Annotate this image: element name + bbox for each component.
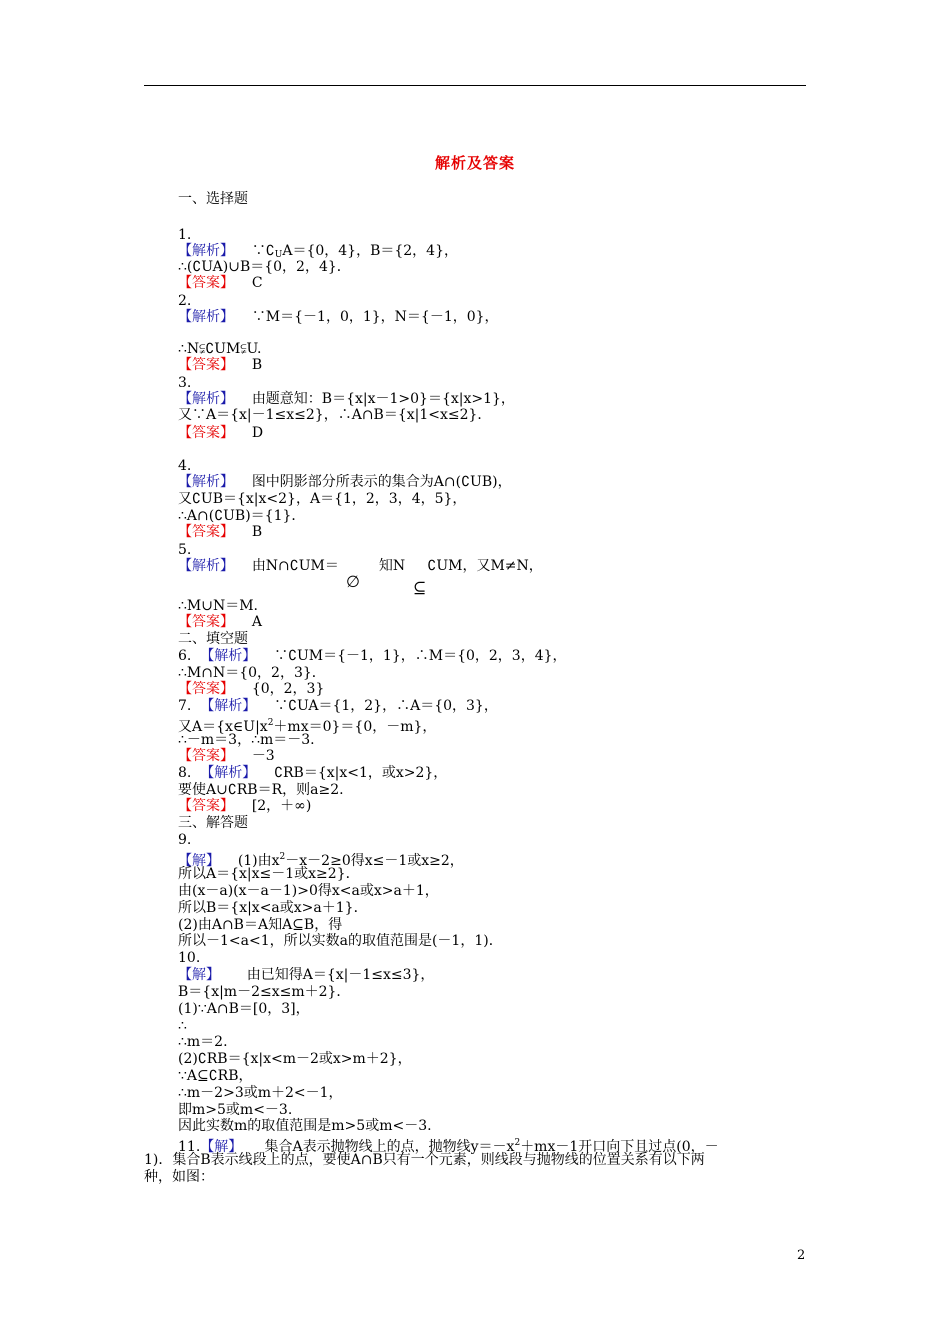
q6-line: ∴M∩N＝{0，2，3}．: [178, 665, 326, 681]
q3-analysis: 【解析】 由题意知：B＝{x|x－1>0}＝{x|x>1}，: [178, 391, 515, 407]
q9-solution: 【解】 (1)由$x^2-x-2\ge 0$得x≤－1或x≥2，: [178, 852, 464, 869]
q5-answer: 【答案】 A: [178, 614, 262, 630]
q7-analysis: 7. 【解析】 ∵∁UA＝{1，2}，∴A＝{0，3}，: [178, 698, 498, 714]
q4-number: 4.: [178, 458, 192, 474]
q5-number: 5.: [178, 542, 192, 558]
q1-number: 1.: [178, 227, 192, 243]
subset-symbol: ⊆: [413, 578, 427, 597]
q10-line-3: ∴: [178, 1018, 187, 1034]
q7-answer: 【答案】 －3: [178, 748, 275, 764]
q1-line: ∴(∁UA)∪B＝{0，2，4}．: [178, 259, 351, 275]
q9-line-1: 所以A＝{x|x≤－1或x≥2}．: [178, 866, 360, 882]
q6-answer: 【答案】 {0，2，3}: [178, 681, 325, 697]
q11-line-2: 种，如图：: [144, 1169, 214, 1185]
q4-analysis: 【解析】 图中阴影部分所表示的集合为A∩(∁UB)，: [178, 474, 512, 490]
q9-number: 9.: [178, 832, 192, 848]
q2-line: ∴N⫋∁UM⫋U.: [178, 341, 262, 357]
section-heading-fill: 二、填空题: [178, 631, 248, 647]
q2-analysis: 【解析】 ∵M＝{－1，0，1}，N＝{－1，0}，: [178, 309, 499, 325]
q10-line-5: (2)∁RB＝{x|x<m－2或x>m＋2}，: [178, 1051, 412, 1067]
q2-number: 2.: [178, 293, 192, 309]
empty-set-symbol: ∅: [346, 572, 360, 591]
q9-line-2: 由(x－a)(x－a－1)>0得x<a或x>a＋1，: [178, 883, 439, 899]
q2-answer: 【答案】 B: [178, 357, 263, 373]
q10-line-9: 因此实数m的取值范围是m>5或m<－3.: [178, 1118, 432, 1134]
q7-line-2: ∴－m＝3，∴m＝－3.: [178, 732, 315, 748]
q9-line-4: (2)由A∩B＝A知A⊆B，得: [178, 917, 343, 933]
q9-line-3: 所以B＝{x|x<a或x>a＋1}．: [178, 900, 368, 916]
page-title: 解析及答案: [434, 154, 515, 172]
q10-line-4: ∴m＝2.: [178, 1034, 228, 1050]
q5-line: ∴M∪N＝M.: [178, 598, 259, 614]
q10-line-7: ∴m－2>3或m＋2<－1，: [178, 1085, 343, 1101]
q3-number: 3.: [178, 375, 192, 391]
q7-line-1: 又$A=\{x\in U|x^2+mx=0\}=\{0$，－m}，: [178, 718, 437, 735]
q1-analysis: 【解析】 $\because∁_UA=\{0$，4}，B＝{2，4}，: [178, 243, 458, 260]
q8-answer: 【答案】 [2，＋∞): [178, 798, 312, 814]
q1-answer: 【答案】 C: [178, 275, 263, 291]
q3-answer: 【答案】 D: [178, 425, 264, 441]
page-number: 2: [797, 1248, 806, 1263]
q3-line: 又∵A＝{x|－1≤x≤2}，∴A∩B＝{x|1<x≤2}．: [178, 407, 492, 423]
q4-answer: 【答案】 B: [178, 524, 263, 540]
q10-line-8: 即m>5或m<－3.: [178, 1102, 293, 1118]
q4-line-2: ∴A∩(∁UB)＝{1}．: [178, 508, 306, 524]
q9-line-5: 所以－1<a<1，所以实数a的取值范围是(－1，1)．: [178, 933, 503, 949]
q10-number: 10.: [178, 950, 201, 966]
q10-line-2: (1)∵A∩B＝[0，3]，: [178, 1001, 310, 1017]
header-rule: [144, 85, 806, 86]
q10-solution: 【解】 由已知得A＝{x|－1≤x≤3}，: [178, 967, 435, 983]
q10-line-6: ∵A⊆∁RB，: [178, 1068, 253, 1084]
q11-solution: 11.【解】 集合A表示抛物线上的点，抛物线$y=-x^2+mx-1$开口向下且过点(0，－: [178, 1138, 719, 1155]
q6-analysis: 6. 【解析】 ∵∁UM＝{－1，1}，∴M＝{0，2，3，4}，: [178, 648, 567, 664]
section-heading-solve: 三、解答题: [178, 815, 248, 831]
q4-line-1: 又∁UB＝{x|x<2}，A＝{1，2，3，4，5}，: [178, 491, 467, 507]
q11-line-1: 1)．集合B表示线段上的点，要使A∩B只有一个元素，则线段与抛物线的位置关系有以下两: [144, 1152, 705, 1168]
q8-line: 要使A∪∁RB＝R，则a≥2.: [178, 782, 344, 798]
section-heading-choice: 一、选择题: [178, 191, 248, 207]
q8-analysis: 8. 【解析】 ∁RB＝{x|x<1，或x>2}，: [178, 765, 448, 781]
q5-analysis: 【解析】 由N∩∁UM＝ 知N ∁UM，又M≠N，: [178, 558, 543, 574]
q10-line-1: B＝{x|m－2≤x≤m＋2}．: [178, 984, 351, 1000]
